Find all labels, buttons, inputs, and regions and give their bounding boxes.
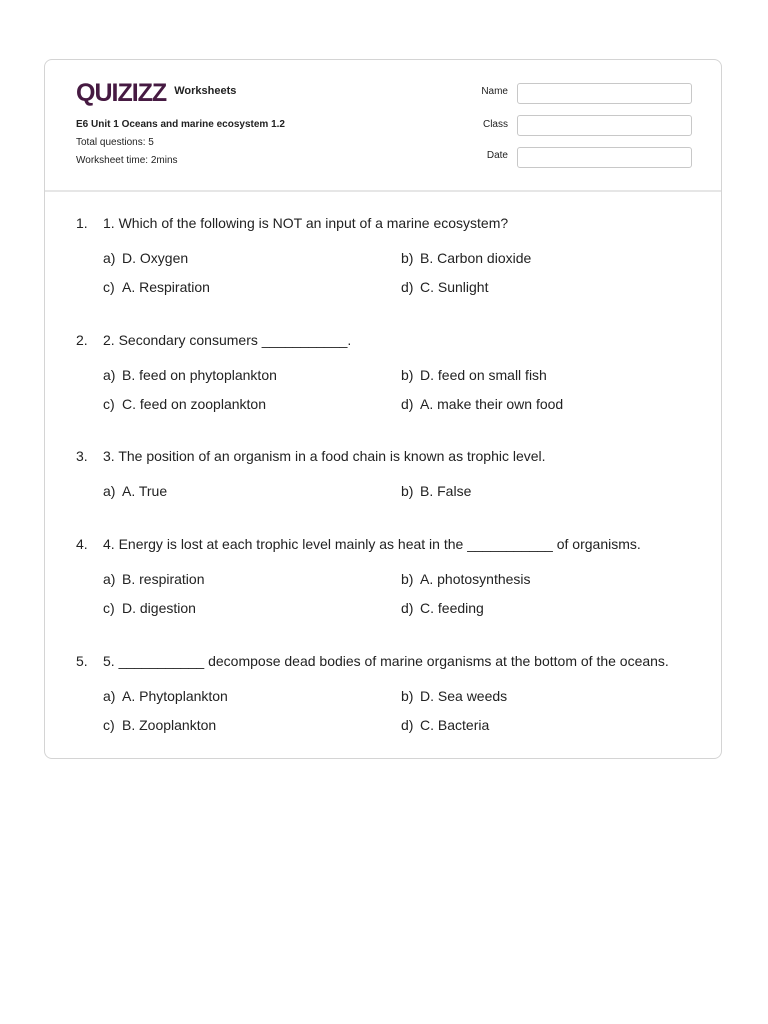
worksheet-time: Worksheet time: 2mins (76, 155, 178, 166)
brand-subtitle: Worksheets (174, 85, 237, 97)
question-number: 1. (76, 215, 88, 231)
option-text: C. feeding (420, 600, 484, 616)
option-b[interactable] (401, 366, 547, 384)
option-b[interactable] (401, 249, 531, 267)
option-letter: d) (401, 717, 414, 733)
name-field[interactable] (517, 83, 692, 104)
option-text: D. Oxygen (122, 250, 189, 266)
option-letter: c) (103, 717, 115, 733)
question-1 (76, 214, 696, 309)
question-2 (76, 331, 696, 426)
name-label: Name (481, 86, 508, 97)
option-letter: c) (103, 396, 115, 412)
option-b[interactable] (401, 687, 507, 705)
option-d[interactable] (401, 599, 484, 617)
option-letter: a) (103, 571, 116, 587)
class-label: Class (482, 119, 508, 130)
option-c[interactable] (103, 278, 210, 296)
options (76, 570, 696, 630)
option-c[interactable] (103, 395, 266, 413)
total-questions: Total questions: 5 (76, 137, 154, 148)
question-text: 1. Which of the following is NOT an input of a marine ecosystem? (103, 215, 509, 231)
option-d[interactable] (401, 716, 489, 734)
option-text: D. Sea weeds (420, 688, 508, 704)
option-letter: b) (401, 250, 414, 266)
option-text: D. digestion (122, 600, 196, 616)
option-text: C. Bacteria (420, 717, 490, 733)
option-text: B. Zooplankton (122, 717, 217, 733)
option-letter: a) (103, 250, 116, 266)
option-a[interactable] (103, 366, 277, 384)
option-letter: a) (103, 688, 116, 704)
option-text: B. Carbon dioxide (420, 250, 532, 266)
question-number: 3. (76, 448, 88, 464)
worksheet-header (45, 60, 721, 192)
option-letter: b) (401, 367, 414, 383)
option-text: A. True (122, 483, 168, 499)
option-letter: c) (103, 279, 115, 295)
question-3 (76, 447, 696, 512)
option-c[interactable] (103, 599, 196, 617)
option-letter: a) (103, 483, 116, 499)
question-text: 3. The position of an organism in a food chain is known as trophic level. (103, 448, 546, 464)
option-text: D. feed on small fish (420, 367, 547, 383)
option-letter: d) (401, 279, 414, 295)
option-text: C. Sunlight (420, 279, 489, 295)
option-letter: b) (401, 688, 414, 704)
question-number: 5. (76, 653, 88, 669)
options (76, 687, 696, 747)
date-field[interactable] (517, 147, 692, 168)
option-text: B. respiration (122, 571, 205, 587)
worksheet-card (44, 59, 722, 759)
option-text: B. False (420, 483, 472, 499)
option-text: C. feed on zooplankton (122, 396, 266, 412)
option-a[interactable] (103, 570, 204, 588)
question-5 (76, 652, 696, 747)
option-text: A. make their own food (420, 396, 564, 412)
option-d[interactable] (401, 395, 563, 413)
option-text: A. Phytoplankton (122, 688, 228, 704)
option-letter: d) (401, 600, 414, 616)
options (76, 366, 696, 426)
date-label: Date (486, 150, 508, 161)
option-text: A. photosynthesis (420, 571, 531, 587)
option-letter: b) (401, 483, 414, 499)
quizizz-logo: QUIZIZZ (76, 79, 167, 107)
option-text: B. feed on phytoplankton (122, 367, 277, 383)
class-field[interactable] (517, 115, 692, 136)
brand (76, 78, 236, 108)
options (76, 482, 696, 512)
option-d[interactable] (401, 278, 488, 296)
option-text: A. Respiration (122, 279, 210, 295)
option-b[interactable] (401, 570, 531, 588)
option-b[interactable] (401, 482, 471, 500)
option-a[interactable] (103, 249, 188, 267)
question-text: 4. Energy is lost at each trophic level mainly as heat in the ___________ of organisms. (103, 536, 641, 552)
question-number: 4. (76, 536, 88, 552)
worksheet-title: E6 Unit 1 Oceans and marine ecosystem 1.2 (76, 119, 285, 130)
question-text: 5. ___________ decompose dead bodies of marine organisms at the bottom of the oceans. (103, 653, 669, 669)
option-letter: a) (103, 367, 116, 383)
option-letter: b) (401, 571, 414, 587)
option-letter: c) (103, 600, 115, 616)
question-number: 2. (76, 332, 88, 348)
option-c[interactable] (103, 716, 216, 734)
option-a[interactable] (103, 482, 167, 500)
options (76, 249, 696, 309)
question-text: 2. Secondary consumers ___________. (103, 332, 352, 348)
option-letter: d) (401, 396, 414, 412)
option-a[interactable] (103, 687, 228, 705)
question-4 (76, 535, 696, 630)
